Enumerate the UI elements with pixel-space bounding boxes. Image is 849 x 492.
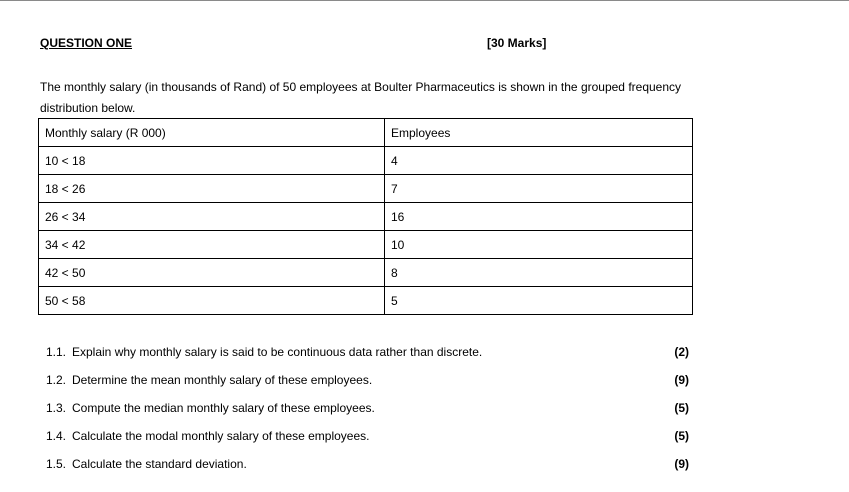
subquestion-item [46, 453, 689, 481]
subquestion-number: 1.4. [46, 429, 67, 443]
table-row [39, 203, 693, 231]
salary-class: 26 < 34 [39, 203, 385, 231]
subquestion-item [46, 341, 689, 369]
subquestion-marks: (9) [674, 373, 689, 387]
subquestion-text: Explain why monthly salary is said to be continuous data rather than discrete. [72, 345, 483, 359]
subquestion-marks: (9) [674, 457, 689, 471]
subquestion-item [46, 397, 689, 425]
subquestion-number: 1.5. [46, 457, 67, 471]
employee-count: 4 [385, 147, 693, 175]
table-header-row [39, 119, 693, 147]
salary-class: 10 < 18 [39, 147, 385, 175]
employee-count: 8 [385, 259, 693, 287]
subquestion-text: Calculate the standard deviation. [72, 457, 247, 471]
salary-class: 42 < 50 [39, 259, 385, 287]
header-employees: Employees [385, 119, 693, 147]
subquestion-number: 1.2. [46, 373, 67, 387]
subquestion-list [46, 341, 689, 481]
table-row [39, 147, 693, 175]
salary-class: 18 < 26 [39, 175, 385, 203]
table-row [39, 175, 693, 203]
salary-class: 34 < 42 [39, 231, 385, 259]
subquestion-text: Determine the mean monthly salary of these employees. [72, 373, 373, 387]
table-row [39, 287, 693, 315]
subquestion-marks: (5) [674, 401, 689, 415]
employee-count: 16 [385, 203, 693, 231]
subquestion-marks: (2) [674, 345, 689, 359]
total-marks: [30 Marks] [487, 36, 547, 50]
question-heading: QUESTION ONE [40, 36, 133, 50]
subquestion-item [46, 425, 689, 453]
employee-count: 7 [385, 175, 693, 203]
header-salary: Monthly salary (R 000) [39, 119, 385, 147]
table-row [39, 231, 693, 259]
subquestion-number: 1.3. [46, 401, 67, 415]
employee-count: 5 [385, 287, 693, 315]
table-row [39, 259, 693, 287]
top-divider [0, 0, 849, 1]
subquestion-item [46, 369, 689, 397]
subquestion-text: Compute the median monthly salary of these employees. [72, 401, 375, 415]
subquestion-marks: (5) [674, 429, 689, 443]
subquestion-number: 1.1. [46, 345, 67, 359]
question-intro: The monthly salary (in thousands of Rand) of 50 employees at Boulter Pharmaceutics is shown in the grouped frequency distribution below. [40, 80, 682, 115]
frequency-table [38, 118, 693, 315]
salary-class: 50 < 58 [39, 287, 385, 315]
employee-count: 10 [385, 231, 693, 259]
subquestion-text: Calculate the modal monthly salary of these employees. [72, 429, 370, 443]
